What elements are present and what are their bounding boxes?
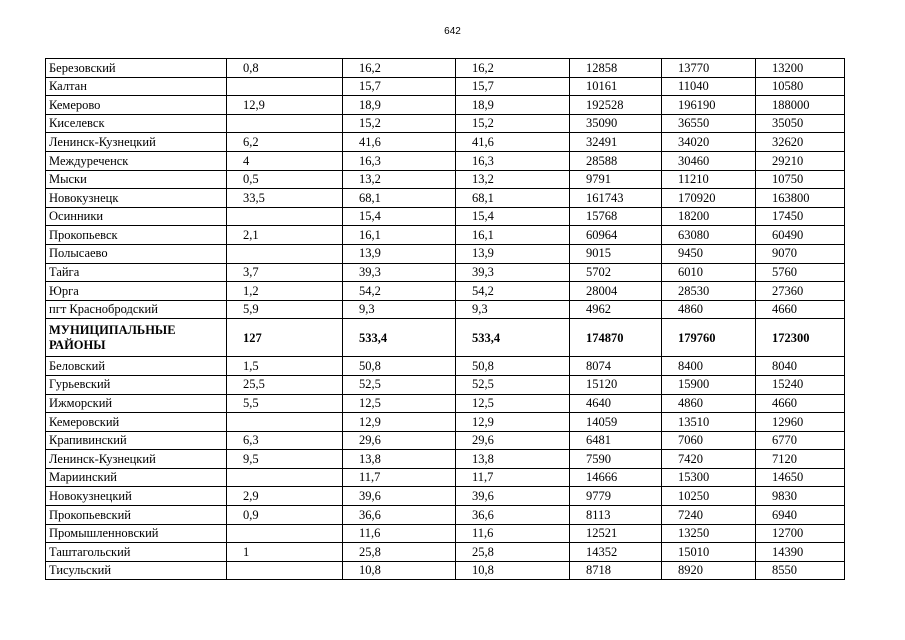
row-name-cell: Ижморский [46,394,227,413]
value-cell-col5: 9015 [570,244,662,263]
value-cell-col4: 18,9 [456,96,570,115]
table-row [46,189,845,208]
value-cell-col2: 5,5 [227,394,343,413]
value-cell-col6: 170920 [662,189,756,208]
value-cell-col7: 7120 [756,450,845,469]
value-cell-col4: 16,3 [456,151,570,170]
value-cell-col2: 0,5 [227,170,343,189]
value-cell-col5: 12858 [570,59,662,78]
table-row [46,244,845,263]
value-cell-col6: 15900 [662,375,756,394]
row-name-cell: Таштагольский [46,543,227,562]
value-cell-col3: 16,3 [343,151,456,170]
value-cell-col2: 33,5 [227,189,343,208]
value-cell-col2 [227,244,343,263]
table-row [46,450,845,469]
value-cell-col3: 68,1 [343,189,456,208]
value-cell-col5: 6481 [570,431,662,450]
table-row [46,468,845,487]
value-cell-col5: 14059 [570,413,662,432]
value-cell-col7: 12960 [756,413,845,432]
row-name-cell: Тайга [46,263,227,282]
value-cell-col7: 12700 [756,524,845,543]
value-cell-col5: 8718 [570,561,662,580]
value-cell-col4: 15,4 [456,207,570,226]
row-name-cell: Прокопьевский [46,506,227,525]
value-cell-col7: 27360 [756,282,845,301]
value-cell-col4: 12,5 [456,394,570,413]
value-cell-col4: 12,9 [456,413,570,432]
row-name-cell: Березовский [46,59,227,78]
value-cell-col7: 6770 [756,431,845,450]
value-cell-col3: 12,9 [343,413,456,432]
value-cell-col5: 7590 [570,450,662,469]
value-cell-col3: 13,8 [343,450,456,469]
value-cell-col4: 16,2 [456,59,570,78]
value-cell-col6: 7420 [662,450,756,469]
value-cell-col2: 6,3 [227,431,343,450]
value-cell-col2: 9,5 [227,450,343,469]
value-cell-col3: 52,5 [343,375,456,394]
table-row [46,506,845,525]
value-cell-col3: 54,2 [343,282,456,301]
value-cell-col5: 9791 [570,170,662,189]
value-cell-col6: 34020 [662,133,756,152]
value-cell-col5: 35090 [570,114,662,133]
value-cell-col4: 68,1 [456,189,570,208]
value-cell-col7: 32620 [756,133,845,152]
value-cell-col7: 8550 [756,561,845,580]
value-cell-col5: 9779 [570,487,662,506]
value-cell-col5: 4640 [570,394,662,413]
value-cell-col6: 15010 [662,543,756,562]
value-cell-col2 [227,468,343,487]
value-cell-col6: 179760 [662,319,756,357]
value-cell-col7: 4660 [756,300,845,319]
table-row [46,543,845,562]
value-cell-col7: 172300 [756,319,845,357]
value-cell-col6: 13510 [662,413,756,432]
value-cell-col3: 16,1 [343,226,456,245]
value-cell-col6: 36550 [662,114,756,133]
table-row [46,96,845,115]
value-cell-col5: 14666 [570,468,662,487]
value-cell-col5: 8074 [570,357,662,376]
value-cell-col2: 1,2 [227,282,343,301]
value-cell-col7: 163800 [756,189,845,208]
value-cell-col3: 39,3 [343,263,456,282]
value-cell-col4: 54,2 [456,282,570,301]
row-name-cell: Гурьевский [46,375,227,394]
value-cell-col7: 9830 [756,487,845,506]
value-cell-col3: 9,3 [343,300,456,319]
table-row [46,487,845,506]
value-cell-col5: 10161 [570,77,662,96]
table-row [46,114,845,133]
value-cell-col6: 13770 [662,59,756,78]
value-cell-col7: 10580 [756,77,845,96]
row-name-cell: Крапивинский [46,431,227,450]
value-cell-col6: 7060 [662,431,756,450]
group-row [46,319,845,357]
value-cell-col3: 533,4 [343,319,456,357]
value-cell-col2 [227,207,343,226]
row-name-cell: Промышленновский [46,524,227,543]
row-name-cell: МУНИЦИПАЛЬНЫЕ РАЙОНЫ [46,319,227,357]
value-cell-col4: 52,5 [456,375,570,394]
value-cell-col6: 9450 [662,244,756,263]
table-row [46,133,845,152]
value-cell-col7: 35050 [756,114,845,133]
value-cell-col7: 14650 [756,468,845,487]
value-cell-col7: 15240 [756,375,845,394]
value-cell-col7: 8040 [756,357,845,376]
table-row [46,300,845,319]
value-cell-col3: 36,6 [343,506,456,525]
row-name-cell: Новокузнецкий [46,487,227,506]
table-row [46,394,845,413]
row-name-cell: Междуреченск [46,151,227,170]
value-cell-col4: 39,6 [456,487,570,506]
value-cell-col5: 14352 [570,543,662,562]
value-cell-col6: 63080 [662,226,756,245]
row-name-cell: Мыски [46,170,227,189]
value-cell-col5: 4962 [570,300,662,319]
table-row [46,357,845,376]
value-cell-col6: 15300 [662,468,756,487]
table-row [46,375,845,394]
table-row [46,561,845,580]
row-name-cell: Полысаево [46,244,227,263]
row-name-cell: Мариинский [46,468,227,487]
value-cell-col3: 15,2 [343,114,456,133]
row-name-cell: Прокопьевск [46,226,227,245]
value-cell-col4: 13,9 [456,244,570,263]
value-cell-col3: 29,6 [343,431,456,450]
value-cell-col7: 9070 [756,244,845,263]
value-cell-col5: 8113 [570,506,662,525]
table-row [46,263,845,282]
value-cell-col6: 28530 [662,282,756,301]
table-row [46,151,845,170]
row-name-cell: Осинники [46,207,227,226]
value-cell-col7: 17450 [756,207,845,226]
row-name-cell: Беловский [46,357,227,376]
value-cell-col4: 11,6 [456,524,570,543]
value-cell-col2 [227,524,343,543]
value-cell-col2 [227,114,343,133]
table-row [46,207,845,226]
data-table [45,58,845,580]
value-cell-col4: 11,7 [456,468,570,487]
value-cell-col6: 11210 [662,170,756,189]
value-cell-col6: 11040 [662,77,756,96]
value-cell-col3: 50,8 [343,357,456,376]
value-cell-col2: 0,9 [227,506,343,525]
value-cell-col2: 0,8 [227,59,343,78]
row-name-cell: пгт Краснобродский [46,300,227,319]
table-row [46,170,845,189]
value-cell-col3: 12,5 [343,394,456,413]
value-cell-col6: 13250 [662,524,756,543]
row-name-cell: Кемеровский [46,413,227,432]
row-name-cell: Тисульский [46,561,227,580]
value-cell-col5: 15768 [570,207,662,226]
table-row [46,59,845,78]
value-cell-col6: 7240 [662,506,756,525]
value-cell-col6: 8400 [662,357,756,376]
table-row [46,77,845,96]
row-name-cell: Калтан [46,77,227,96]
table-row [46,413,845,432]
value-cell-col2: 2,1 [227,226,343,245]
value-cell-col2: 5,9 [227,300,343,319]
value-cell-col2: 2,9 [227,487,343,506]
table-body [46,59,845,580]
value-cell-col4: 25,8 [456,543,570,562]
table-row [46,282,845,301]
value-cell-col6: 10250 [662,487,756,506]
value-cell-col5: 161743 [570,189,662,208]
value-cell-col3: 25,8 [343,543,456,562]
value-cell-col6: 30460 [662,151,756,170]
value-cell-col4: 533,4 [456,319,570,357]
value-cell-col2: 3,7 [227,263,343,282]
value-cell-col2: 1,5 [227,357,343,376]
value-cell-col7: 29210 [756,151,845,170]
value-cell-col2 [227,77,343,96]
value-cell-col6: 6010 [662,263,756,282]
value-cell-col4: 29,6 [456,431,570,450]
value-cell-col3: 11,7 [343,468,456,487]
value-cell-col3: 18,9 [343,96,456,115]
row-name-cell: Ленинск-Кузнецкий [46,450,227,469]
value-cell-col7: 4660 [756,394,845,413]
value-cell-col3: 16,2 [343,59,456,78]
value-cell-col5: 60964 [570,226,662,245]
value-cell-col7: 5760 [756,263,845,282]
value-cell-col4: 13,8 [456,450,570,469]
table-row [46,226,845,245]
value-cell-col5: 32491 [570,133,662,152]
value-cell-col2: 25,5 [227,375,343,394]
value-cell-col3: 11,6 [343,524,456,543]
value-cell-col5: 28004 [570,282,662,301]
value-cell-col4: 10,8 [456,561,570,580]
value-cell-col7: 13200 [756,59,845,78]
value-cell-col2: 12,9 [227,96,343,115]
value-cell-col7: 188000 [756,96,845,115]
value-cell-col5: 5702 [570,263,662,282]
value-cell-col5: 28588 [570,151,662,170]
value-cell-col4: 39,3 [456,263,570,282]
value-cell-col2: 4 [227,151,343,170]
value-cell-col5: 174870 [570,319,662,357]
value-cell-col2: 6,2 [227,133,343,152]
value-cell-col5: 15120 [570,375,662,394]
value-cell-col6: 4860 [662,300,756,319]
value-cell-col5: 12521 [570,524,662,543]
value-cell-col7: 60490 [756,226,845,245]
table-row [46,524,845,543]
row-name-cell: Юрга [46,282,227,301]
row-name-cell: Киселевск [46,114,227,133]
page-number: 642 [444,26,461,37]
value-cell-col3: 13,2 [343,170,456,189]
value-cell-col4: 16,1 [456,226,570,245]
value-cell-col2: 127 [227,319,343,357]
value-cell-col3: 41,6 [343,133,456,152]
row-name-cell: Новокузнецк [46,189,227,208]
value-cell-col3: 15,4 [343,207,456,226]
value-cell-col7: 10750 [756,170,845,189]
table-row [46,431,845,450]
value-cell-col6: 4860 [662,394,756,413]
value-cell-col3: 10,8 [343,561,456,580]
value-cell-col3: 15,7 [343,77,456,96]
value-cell-col5: 192528 [570,96,662,115]
value-cell-col4: 13,2 [456,170,570,189]
row-name-cell: Ленинск-Кузнецкий [46,133,227,152]
value-cell-col6: 196190 [662,96,756,115]
value-cell-col6: 8920 [662,561,756,580]
value-cell-col6: 18200 [662,207,756,226]
value-cell-col3: 39,6 [343,487,456,506]
value-cell-col7: 6940 [756,506,845,525]
value-cell-col4: 36,6 [456,506,570,525]
row-name-cell: Кемерово [46,96,227,115]
value-cell-col4: 15,2 [456,114,570,133]
value-cell-col2 [227,413,343,432]
value-cell-col2: 1 [227,543,343,562]
value-cell-col4: 15,7 [456,77,570,96]
value-cell-col2 [227,561,343,580]
value-cell-col3: 13,9 [343,244,456,263]
value-cell-col4: 41,6 [456,133,570,152]
value-cell-col7: 14390 [756,543,845,562]
value-cell-col4: 9,3 [456,300,570,319]
value-cell-col4: 50,8 [456,357,570,376]
